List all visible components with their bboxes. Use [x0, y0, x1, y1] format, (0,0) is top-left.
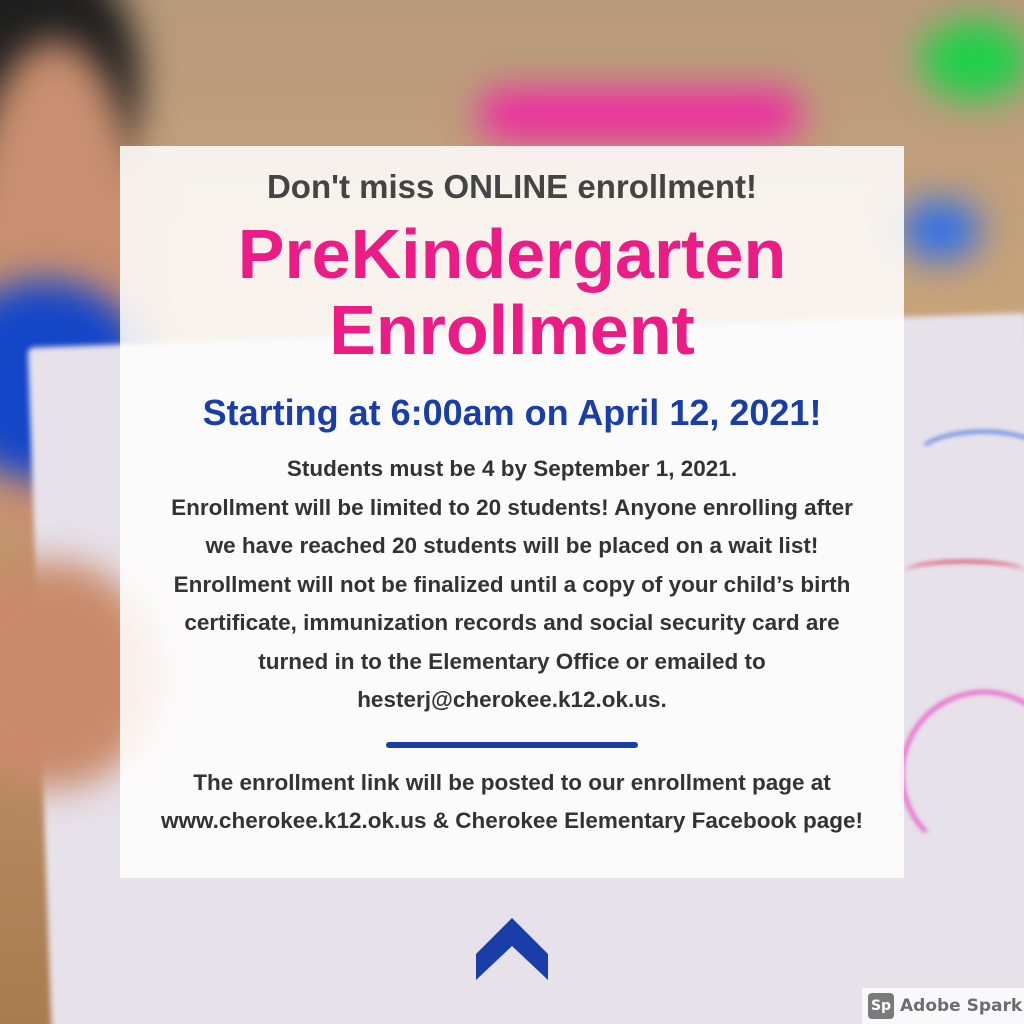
email-address: hesterj@cherokee.k12.ok.us.	[357, 687, 667, 712]
watermark-label: Adobe Spark	[900, 996, 1023, 1016]
detail-line: Students must be 4 by September 1, 2021.	[286, 456, 738, 481]
chevron-up-icon	[476, 918, 548, 980]
page-title	[120, 216, 904, 368]
enrollment-card	[120, 146, 904, 878]
adobe-spark-watermark	[862, 988, 1024, 1024]
detail-line: Enrollment will not be finalized until a copy of your child’s birth	[173, 571, 851, 597]
footer-line: The enrollment link will be posted to our enrollment page at	[193, 769, 831, 795]
divider	[386, 742, 638, 748]
detail-line: Enrollment will be limited to 20 students! Anyone enrolling after	[171, 494, 853, 520]
detail-line: certificate, immunization records and social security card are	[184, 610, 840, 635]
title-line-1: PreKindergarten	[237, 215, 787, 293]
detail-line: we have reached 20 students will be placed on a wait list!	[205, 533, 819, 558]
adobe-spark-logo-icon: Sp	[868, 993, 894, 1019]
enrollment-details	[132, 450, 892, 720]
kicker-text: Don't miss ONLINE enrollment!	[266, 168, 758, 205]
title-line-2: Enrollment	[329, 291, 695, 369]
enrollment-link-note	[122, 764, 902, 840]
start-date-text: Starting at 6:00am on April 12, 2021!	[202, 392, 822, 433]
detail-line: turned in to the Elementary Office or emailed to	[258, 648, 766, 674]
footer-line: www.cherokee.k12.ok.us & Cherokee Elementary Facebook page!	[161, 807, 863, 833]
